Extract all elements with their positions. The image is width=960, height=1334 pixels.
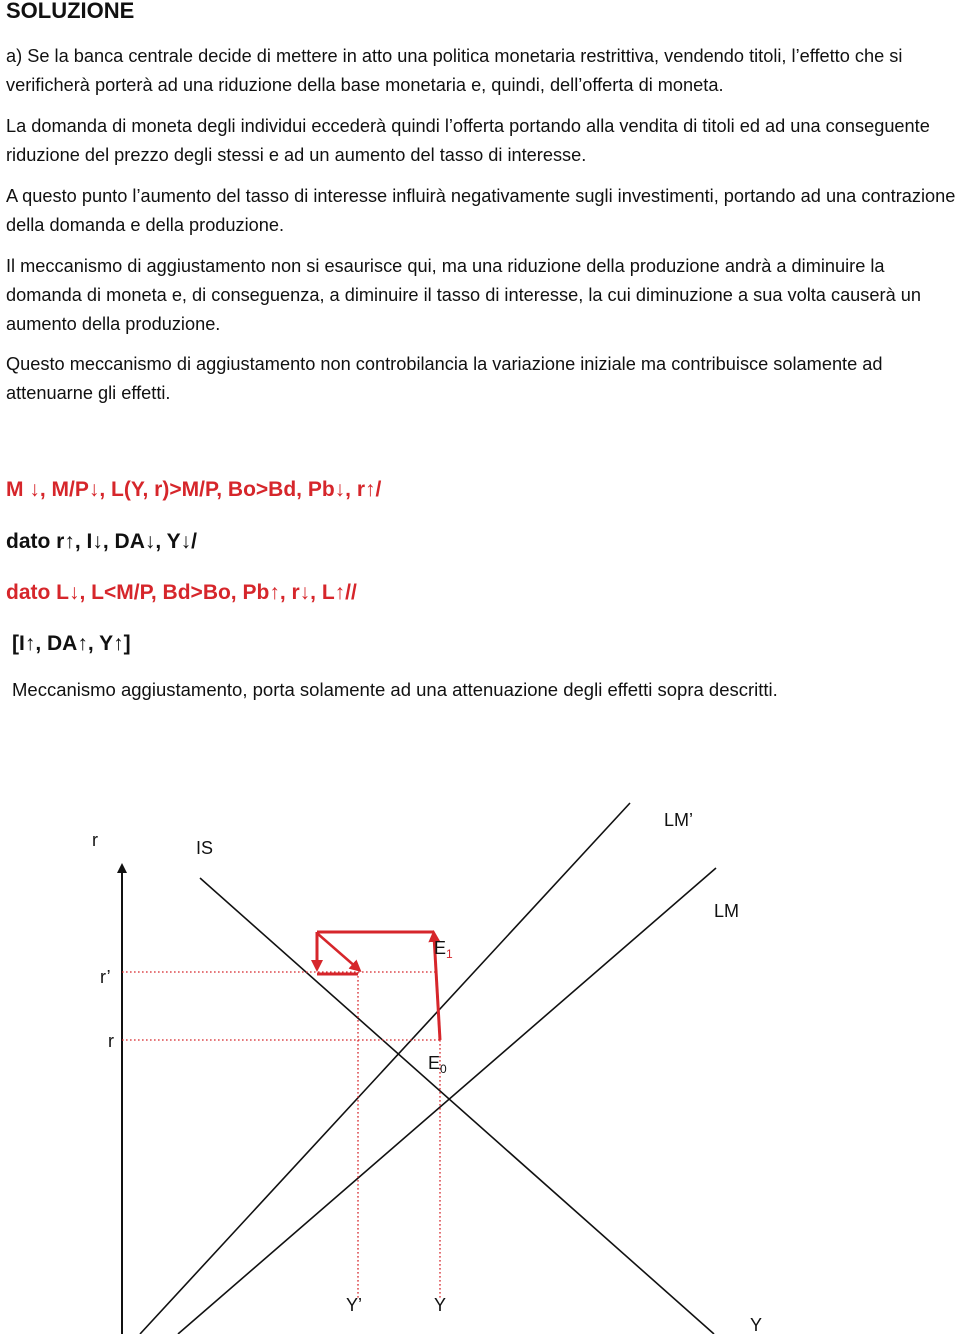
up-arrow-icon: ↑: [64, 530, 75, 553]
is-curve: [200, 878, 714, 1334]
up-arrow-icon: ↑: [77, 632, 88, 655]
paragraph-investment: A questo punto l’aumento del tasso di interesse influirà negativamente sugli investimenti, portando ad una contrazione della domanda e della produzione.: [6, 186, 956, 235]
down-arrow-icon: ↓: [144, 530, 156, 553]
lm-shifted-label: LM’: [664, 810, 694, 830]
up-arrow-icon: ↑: [113, 632, 124, 655]
r-label: r: [108, 1031, 114, 1051]
down-arrow-icon: ↓: [299, 581, 311, 604]
r-prime-label: r’: [100, 967, 111, 987]
formula-line-4: [I↑, DA↑, Y↑]: [12, 632, 131, 655]
up-arrow-icon: ↑: [269, 581, 280, 604]
formula-line-3: dato L↓, L<M/P, Bd>Bo, Pb↑, r↓, L↑//: [6, 581, 357, 604]
adjustment-note: Meccanismo aggiustamento, porta solamente ad una attenuazione degli effetti sopra descritti.: [12, 679, 778, 700]
e1-label: $E_1$: [434, 938, 453, 961]
formula-line-2: dato r↑, I↓, DA↓, Y↓/: [6, 530, 197, 553]
down-arrow-icon: ↓: [92, 530, 103, 553]
x-axis-label: Y: [750, 1315, 763, 1334]
adjust-down-right-arrow: [318, 934, 357, 968]
paragraph-a: a) Se la banca centrale decide di mettere in atto una politica monetaria restrittiva, vendendo titoli, l’effetto che si verificherà porterà ad una riduzione della base monetaria e, quindi, dell’offerta di moneta.: [6, 46, 903, 95]
down-arrow-icon: ↓: [334, 478, 346, 501]
paragraph-conclusion: Questo meccanismo di aggiustamento non controbilancia la variazione iniziale ma contribuisce solamente ad attenuarne gli effetti.: [6, 354, 883, 403]
formula-line-1: M ↓, M/P↓, L(Y, r)>M/P, Bo>Bd, Pb↓, r↑/: [6, 478, 382, 501]
y-label: Y: [434, 1295, 447, 1315]
y-prime-label: Y’: [346, 1295, 363, 1315]
paragraph-adjustment: Il meccanismo di aggiustamento non si esaurisce qui, ma una riduzione della produzione andrà a diminuire la domanda di moneta e, di conseguenza, a diminuire il tasso di interesse, la cui diminuzione a sua volta causerà un aumento della produzione.: [6, 256, 921, 334]
down-arrow-icon: ↓: [29, 478, 40, 501]
solution-title: SOLUZIONE: [6, 0, 135, 23]
lm-shifted-curve: [140, 803, 630, 1334]
down-arrow-icon: ↓: [69, 581, 80, 604]
e0-label: $E_0$: [428, 1053, 447, 1076]
down-arrow-icon: ↓: [88, 478, 100, 501]
down-arrow-icon: ↓: [180, 530, 192, 553]
y-axis-label: r: [92, 830, 98, 850]
lm-label: LM: [714, 901, 740, 921]
up-arrow-icon: ↑: [24, 632, 36, 655]
paragraph-money-demand: La domanda di moneta degli individui eccederà quindi l’offerta portando alla vendita di titoli ed ad una conseguente riduzione del prezzo degli stessi e ad un aumento del tasso di interesse.: [6, 116, 930, 165]
up-arrow-icon: ↑: [334, 581, 346, 604]
up-arrow-icon: ↑: [365, 478, 376, 501]
is-label: IS: [196, 838, 214, 858]
